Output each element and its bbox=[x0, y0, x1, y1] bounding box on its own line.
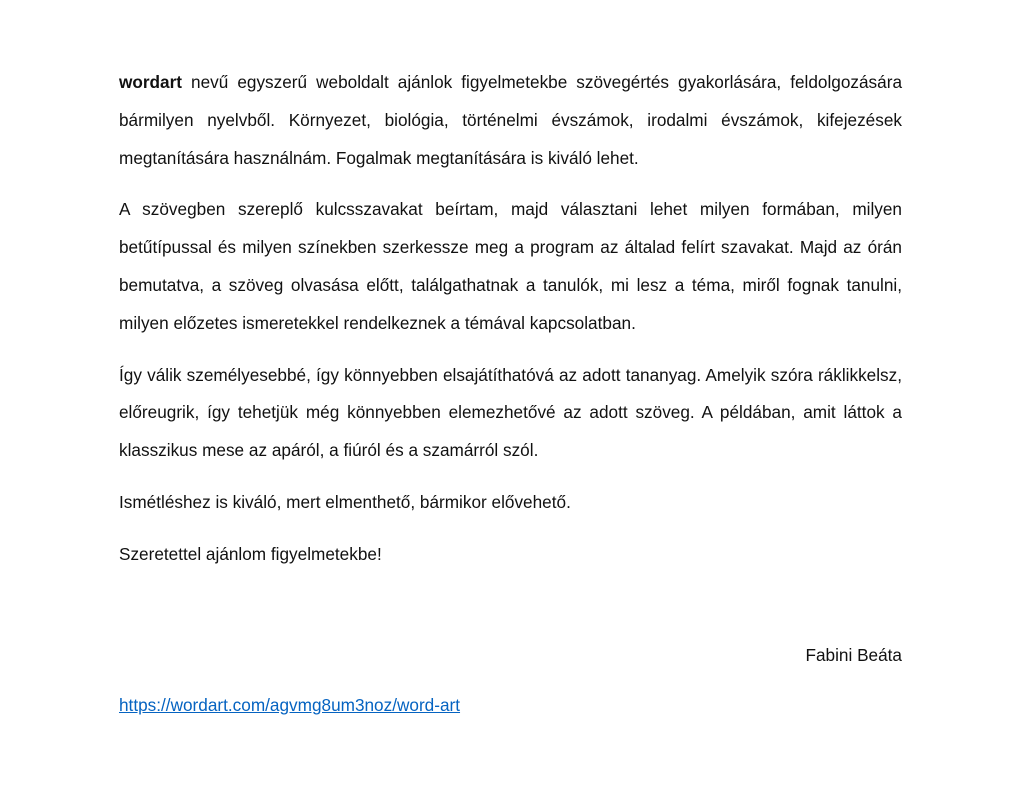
author-signature: Fabini Beáta bbox=[805, 645, 902, 665]
paragraph-benefits: Így válik személyesebbé, így könnyebben elsajátíthatóvá az adott tananyag. Amelyik szóra ráklikkelsz, előreugrik, így tehetjük még könnyebben elemezhetővé az adott szöveg. A példában, amit láttok a klasszikus mese az apáról, a fiúról és a szamárról szól. bbox=[119, 364, 902, 461]
paragraph-intro bbox=[119, 64, 902, 177]
paragraph-repetition: Ismétléshez is kiváló, mert elmenthető, bármikor elővehető. bbox=[119, 491, 571, 512]
paragraph-usage: A szövegben szereplő kulcsszavakat beírtam, majd választani lehet milyen formában, milyen betűtípussal és milyen színekben szerkessze meg a program az általad felírt szavakat. Majd az órán bemutatva, a szöveg olvasása előtt, találgathatnak a tanulók, mi lesz a téma, miről fognak tanulni, milyen előzetes ismeretekkel rendelkeznek a témával kapcsolatban. bbox=[119, 199, 902, 333]
document-body bbox=[119, 64, 902, 588]
wordart-link[interactable]: https://wordart.com/agvmg8um3noz/word-art bbox=[119, 695, 461, 715]
brand-name: wordart bbox=[119, 72, 183, 92]
paragraph-closing: Szeretettel ajánlom figyelmetekbe! bbox=[119, 543, 382, 564]
paragraph-intro-text: nevű egyszerű weboldalt ajánlok figyelmetekbe szövegértés gyakorlására, feldolgozására bármilyen nyelvből. Környezet, biológia, történelmi évszámok, irodalmi évszámok, kifejezések megtanítására használnám. Fogalmak megtanítására is kiváló lehet. bbox=[119, 72, 902, 168]
